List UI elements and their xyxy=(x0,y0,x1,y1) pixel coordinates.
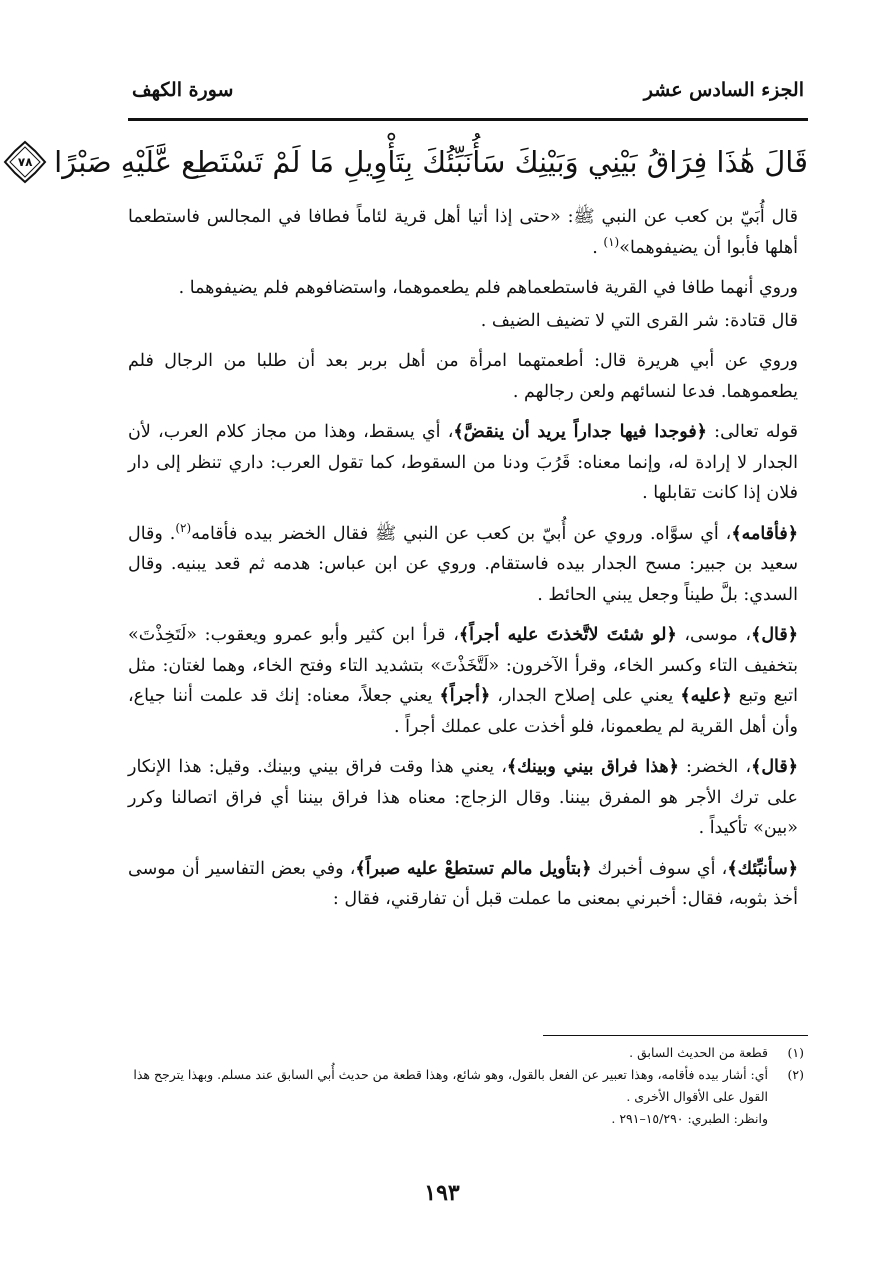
paragraph-text: قال أُبَيّ بن كعب عن النبي ﷺ: «حتى إذا أتيا أهل قرية لئاماً فطافا في المجالس فاستطعما أهلها فأبوا أن يضيفوهما» xyxy=(128,207,798,258)
paragraph-text: ، يعني هذا وقت فراق بيني وبينك. وقيل: هذا الإنكار على ترك الأجر هو المفرق بيننا. وقال الزجاج: معناه هذا فراق بيننا أي فراق اتصالنا وكرر «بين» تأكيداً . xyxy=(128,757,798,838)
paragraph-text: ، الخضر: xyxy=(678,757,752,777)
paragraph-text: ، وفي بعض التفاسير أن موسى أخذ بثوبه، فقال: أخبرني بمعنى ما عملت قبل أن تفارقني، فقال : xyxy=(128,858,798,909)
paragraph-text: قال قتادة: شر القرى التي لا تضيف الضيف . xyxy=(480,310,798,331)
commentary-body xyxy=(128,202,798,925)
paragraph xyxy=(128,273,798,304)
paragraph-text: وروي عن أبي هريرة قال: أطعمتهما امرأة من أهل بربر بعد أن طلبا من الرجال فلم يطعموهما. فدعا لنسائهم ولعن رجالهم . xyxy=(128,351,798,402)
paragraph-text: قوله تعالى: xyxy=(706,422,798,442)
quoted-verse: ﴿فأقامه﴾ xyxy=(731,523,799,544)
quoted-verse: ﴿لو شئتَ لاتَّخذتَ عليه أجراً﴾ xyxy=(458,625,677,645)
quoted-verse: ﴿هذا فراق بيني وبينك﴾ xyxy=(506,757,679,777)
paragraph xyxy=(128,519,798,611)
ayah-number: ٧٨ xyxy=(17,155,33,169)
paragraph-text: ، أي سوف أخبرك xyxy=(591,858,728,879)
footnote xyxy=(128,1064,804,1108)
paragraph xyxy=(128,346,798,407)
paragraph-text: . xyxy=(592,237,604,258)
paragraph-text: يعني جعلاً، معناه: إنك قد علمت أننا جياع، وأن أهل القرية لم يطعمونا، فلو أخذت على عملك أجراً . xyxy=(128,686,798,737)
quoted-verse: ﴿بتأويل مالم تستطعْ عليه صبراً﴾ xyxy=(355,858,592,879)
footnote-text: أي: أشار بيده فأقامه، وهذا تعبير عن الفعل بالقول، وهو شائع، وهذا قطعة من حديث أُبي السابق عند مسلم. وبهذا يترجح هذا القول على الأقوال الأخرى . xyxy=(133,1067,768,1104)
ayah-number-mark xyxy=(2,139,48,185)
footnote-number: (٢) xyxy=(787,1067,804,1082)
paragraph xyxy=(128,202,798,263)
quoted-verse: ﴿عليه﴾ xyxy=(680,686,732,706)
running-header xyxy=(132,62,804,118)
quran-verse xyxy=(17,128,808,196)
paragraph-text: يعني على إصلاح الجدار، xyxy=(490,686,681,706)
paragraph xyxy=(128,620,798,742)
paragraph-text: . وقال سعيد بن جبير: مسح الجدار بيده فاستقام. وروي عن ابن عباس: هدمه ثم قعد يبنيه. وقال السدي: بلَّ طيناً وجعل يبني الحائط . xyxy=(128,523,798,605)
paragraph xyxy=(128,854,798,915)
paragraph-text: وروي أنهما طافا في القرية فاستطعماهم فلم يطعموهما، واستضافوهم فلم يضيفوهما . xyxy=(178,278,798,298)
page-number: ١٩٣ xyxy=(424,1180,460,1206)
quoted-verse: ﴿سأنبِّئك﴾ xyxy=(727,858,799,879)
footnote-continuation: وانظر: الطبري: ١٥/٢٩٠–٢٩١ . xyxy=(611,1111,768,1126)
part-label: الجزء السادس عشر xyxy=(643,79,804,101)
footnotes xyxy=(128,1042,804,1130)
paragraph xyxy=(128,306,798,337)
paragraph-text: ، أي سوَّاه. وروي عن أُبيّ بن كعب عن النبي ﷺ فقال الخضر بيده فأقامه xyxy=(191,523,732,544)
paragraph xyxy=(128,752,798,844)
footnote-reference: (٢) xyxy=(175,520,192,535)
paragraph xyxy=(128,417,798,509)
verse-text: قَالَ هَٰذَا فِرَاقُ بَيْنِي وَبَيْنِكَ سَأُنَبِّئُكَ بِتَأْوِيلِ مَا لَمْ تَسْتَطِع عَّلَيْهِ صَبْرًا xyxy=(54,145,808,179)
paragraph-text: ، موسى، xyxy=(676,625,752,645)
quoted-verse: ﴿قال﴾ xyxy=(751,625,798,645)
footnote-text: قطعة من الحديث السابق . xyxy=(629,1045,768,1060)
paragraph-text: ، أي يسقط، وهذا من مجاز كلام العرب، لأن الجدار لا إرادة له، وإنما معناه: قَرُبَ ودنا من السقوط، كما تقول العرب: داري تنظر إلى دار فلان إذا كانت تقابلها . xyxy=(128,422,798,503)
footnote-number: (١) xyxy=(787,1045,804,1060)
footnote xyxy=(128,1042,804,1064)
quoted-verse: ﴿أجراً﴾ xyxy=(439,686,491,706)
header-rule xyxy=(128,118,808,121)
footnote-rule xyxy=(543,1035,808,1036)
paragraph-text: ، قرأ ابن كثير وأبو عمرو ويعقوب: «لَتَخِذْتَ» بتخفيف التاء وكسر الخاء، وقرأ الآخرون: «لَتَّخَذْتَ» بتشديد التاء وفتح الخاء، وهما لغتان: مثل اتبع وتبع xyxy=(128,625,799,706)
surah-label: سورة الكهف xyxy=(132,79,234,101)
footnote-reference: (١) xyxy=(603,234,620,249)
quoted-verse: ﴿فوجدا فيها جداراً يريد أن ينقضَّ﴾ xyxy=(453,422,707,442)
quoted-verse: ﴿قال﴾ xyxy=(751,757,798,777)
